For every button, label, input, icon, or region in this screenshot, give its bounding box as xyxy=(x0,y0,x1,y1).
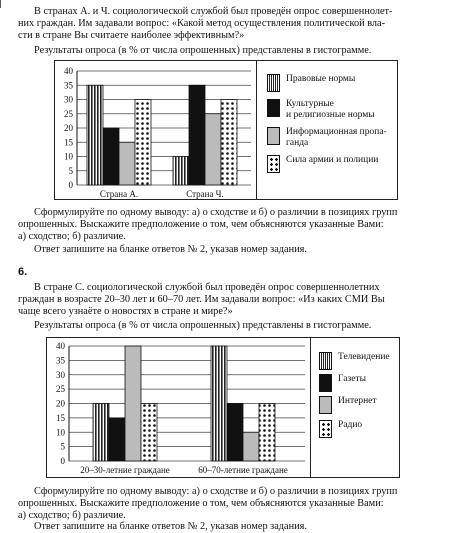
bar xyxy=(173,157,189,186)
chart1-svg xyxy=(55,61,257,199)
y-tick-label: 0 xyxy=(68,180,73,190)
legend2-item-tv xyxy=(319,352,390,370)
black-swatch-icon xyxy=(267,99,280,117)
chart2-legend xyxy=(310,337,400,478)
chart1-legend xyxy=(256,60,398,200)
striped-swatch-icon xyxy=(267,74,280,92)
task6-number: 6. xyxy=(18,266,28,278)
task5-intro-line2: них граждан. Им задавали вопрос: «Какой метод осуществления политической вла- xyxy=(18,18,386,29)
y-tick-label: 5 xyxy=(60,441,65,452)
task5-intro-line1: В странах А. и Ч. социологической службой был проведён опрос совершеннолет- xyxy=(34,6,393,17)
y-tick-label: 10 xyxy=(64,151,73,162)
legend2-label: Интернет xyxy=(338,396,377,406)
task6-intro-line3: чаще всего узнаёте о новостях в стране и мире?» xyxy=(18,306,233,317)
legend2-item-internet xyxy=(319,396,377,414)
task5-task-line3: а) сходство; б) различие. xyxy=(18,231,126,242)
legend1-label: Сила армии и полиции xyxy=(286,155,379,165)
legend2-label: Телевидение xyxy=(338,352,390,362)
task5-answer-line: Ответ запишите на бланке ответов № 2, указав номер задания. xyxy=(34,244,307,255)
bar xyxy=(259,404,275,462)
bar xyxy=(93,404,109,462)
chart2-svg xyxy=(47,338,311,477)
bar xyxy=(87,85,103,185)
y-tick-label: 35 xyxy=(56,355,65,366)
bar xyxy=(189,85,205,185)
y-tick-label: 30 xyxy=(56,369,65,380)
bar xyxy=(103,128,119,185)
task6-answer-line: Ответ запишите на бланке ответов № 2, указав номер задания. xyxy=(34,521,307,532)
bar xyxy=(205,114,221,185)
task5-intro-line3: сти в стране Вы считаете наиболее эффективным?» xyxy=(18,30,245,41)
dotted-swatch-icon xyxy=(267,155,280,173)
black-swatch-icon xyxy=(319,374,332,392)
chart2-frame xyxy=(46,337,312,478)
y-tick-label: 25 xyxy=(64,108,73,119)
bar xyxy=(221,100,237,186)
category-label: Страна А. xyxy=(99,189,139,199)
bar xyxy=(135,100,151,186)
task6-task-line3: а) сходство; б) различие. xyxy=(18,510,126,521)
task5-task-line2: опрошенных. Выскажите предположение о том, чем объясняются указанные Вами: xyxy=(18,219,384,230)
task6-intro-line1: В стране С. социологической службой был проведён опрос совершеннолетних xyxy=(34,282,380,293)
legend1-label: Информационная пропа- xyxy=(286,127,387,137)
y-tick-label: 5 xyxy=(68,165,73,176)
gray-swatch-icon xyxy=(267,127,280,145)
bar xyxy=(119,142,135,185)
y-tick-label: 15 xyxy=(64,137,73,148)
y-tick-label: 20 xyxy=(64,123,73,133)
chart1-frame xyxy=(54,60,258,200)
category-label: Страна Ч. xyxy=(186,189,224,199)
legend1-item-propaganda xyxy=(267,127,387,149)
task6-intro-line2: граждан в возрасте 20–30 лет и 60–70 лет. Им задавали вопрос: «Из каких СМИ Вы xyxy=(18,294,385,305)
dotted-swatch-icon xyxy=(319,420,332,438)
bar xyxy=(227,404,243,462)
legend1-item-army xyxy=(267,155,378,173)
y-tick-label: 0 xyxy=(60,456,65,466)
bar xyxy=(125,346,141,461)
task5-task-line1: Сформулируйте по одному выводу: а) о сходстве и б) о различии в позициях групп xyxy=(34,207,398,218)
task6-results-line: Результаты опроса (в % от числа опрошенных) представлены в гистограмме. xyxy=(34,320,372,331)
bar xyxy=(211,346,227,461)
bar xyxy=(243,432,259,461)
legend1-item-legal xyxy=(267,74,355,92)
y-tick-label: 15 xyxy=(56,412,65,423)
legend2-label: Газеты xyxy=(338,374,366,384)
task6-task-line1: Сформулируйте по одному выводу: а) о сходстве и б) о различии в позициях групп xyxy=(34,486,398,497)
bar xyxy=(109,418,125,461)
y-tick-label: 20 xyxy=(56,398,65,409)
task5-results-line: Результаты опроса (в % от числа опрошенных) представлены в гистограмме. xyxy=(34,45,372,56)
category-label: 20–30-летние граждане xyxy=(80,465,170,475)
legend1-label-cont: ганда xyxy=(286,138,309,148)
y-tick-label: 35 xyxy=(64,80,73,91)
legend1-label: Культурные xyxy=(286,99,334,109)
legend1-label-cont: и религиозные нормы xyxy=(286,110,375,120)
page-edge-mark xyxy=(0,0,5,8)
y-tick-label: 10 xyxy=(56,427,65,438)
bar xyxy=(141,404,157,462)
y-tick-label: 40 xyxy=(64,66,73,76)
y-tick-label: 25 xyxy=(56,384,65,395)
legend1-item-cultural xyxy=(267,99,375,121)
task6-task-line2: опрошенных. Выскажите предположение о том, чем объясняются указанные Вами: xyxy=(18,498,384,509)
y-tick-label: 30 xyxy=(64,94,73,105)
striped-swatch-icon xyxy=(319,352,332,370)
legend1-label: Правовые нормы xyxy=(286,74,356,84)
gray-swatch-icon xyxy=(319,396,332,414)
legend2-label: Радио xyxy=(338,420,363,430)
category-label: 60–70-летние граждане xyxy=(198,465,288,475)
y-tick-label: 40 xyxy=(56,341,65,351)
legend2-item-radio xyxy=(319,420,362,438)
legend2-item-newspapers xyxy=(319,374,366,392)
